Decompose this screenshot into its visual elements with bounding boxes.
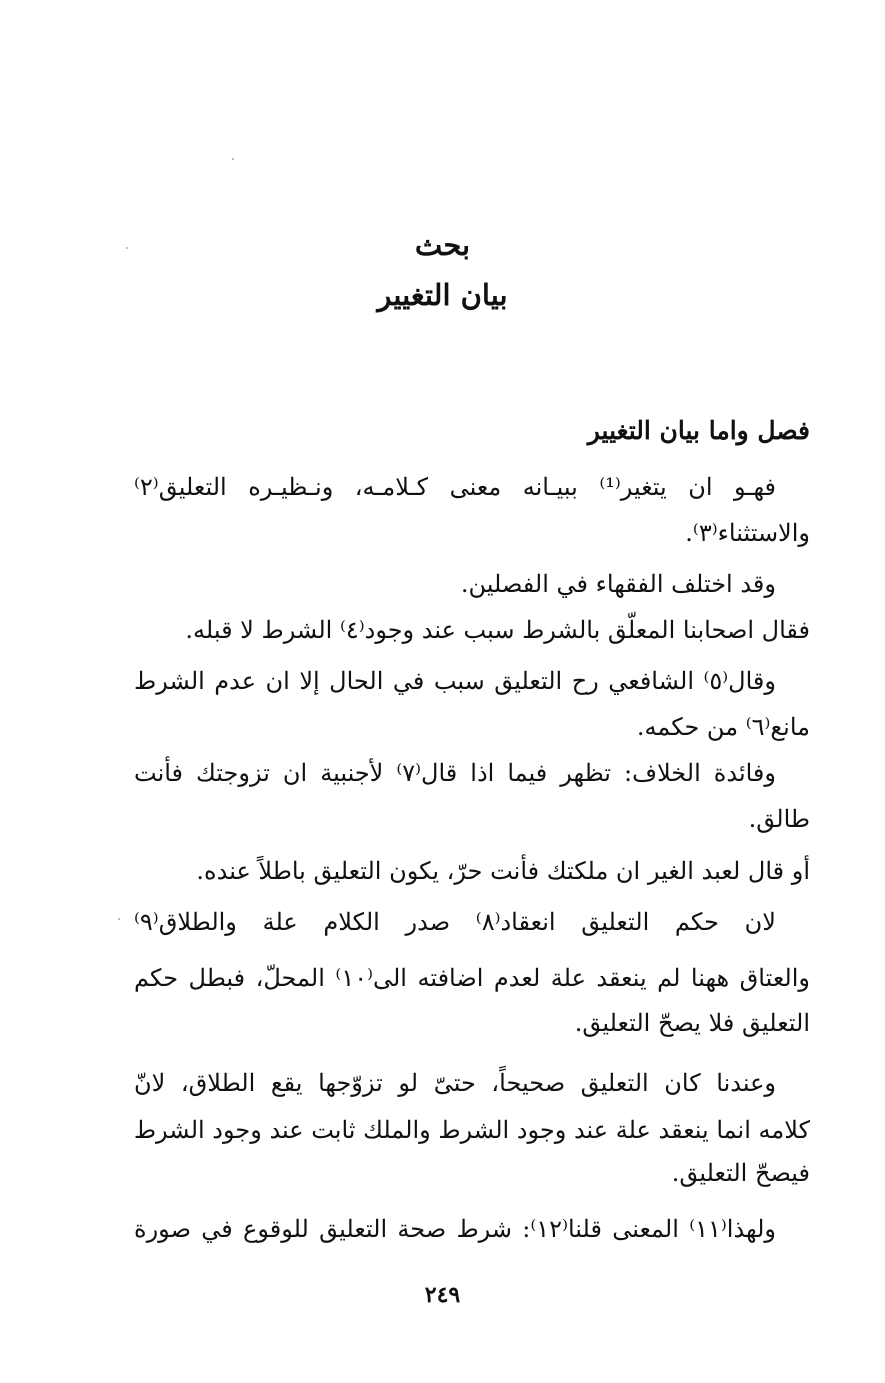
scan-speck <box>232 158 234 160</box>
text-line: وقد اختلف الفقهاء في الفصلين. <box>460 570 776 598</box>
scan-speck <box>118 918 120 920</box>
text-line: كلامه انما ينعقد علة عند وجود الشرط والملك ثابت عند وجود الشرط <box>133 1116 810 1144</box>
text-line: طالق. <box>748 805 810 833</box>
text-line: والاستثناء⁽٣⁾. <box>685 519 810 547</box>
text-line: وفائدة الخلاف: تظهر فيما اذا قال⁽٧⁾ لأجنبية ان تزوجتك فأنت <box>134 759 776 787</box>
text-line: ولهذا⁽١١⁾ المعنى قلنا⁽١٢⁾: شرط صحة التعليق للوقوع في صورة <box>134 1215 776 1243</box>
text-line: فيصحّ التعليق. <box>671 1159 810 1187</box>
text-line: وقال⁽٥⁾ الشافعي رح التعليق سبب في الحال إلا ان عدم الشرط <box>134 667 776 695</box>
chapter-title: بيان التغيير <box>377 278 508 312</box>
text-line: أو قال لعبد الغير ان ملكتك فأنت حرّ، يكون التعليق باطلاً عنده. <box>196 857 810 885</box>
text-line: وعندنا كان التعليق صحيحاً، حتىّ لو تزوّجها يقع الطلاق، لانّ <box>134 1069 776 1097</box>
section-heading: فصل واما بيان التغيير <box>587 416 810 445</box>
chapter-label: بحث <box>414 228 471 262</box>
text-line: فقال اصحابنا المعلّق بالشرط سبب عند وجود⁽٤⁾ الشرط لا قبله. <box>185 616 810 644</box>
text-line: فهـو ان يتغير⁽¹⁾ ببيـانه معنى كـلامـه، ونـظيـره التعليق⁽٢⁾ <box>134 473 776 501</box>
text-line: لان حكم التعليق انعقاد⁽٨⁾ صدر الكلام علة والطلاق⁽٩⁾ <box>134 908 776 936</box>
page-number: ٢٤٩ <box>424 1282 461 1308</box>
text-line: مانع⁽٦⁾ من حكمه. <box>636 713 810 741</box>
text-line: التعليق فلا يصحّ التعليق. <box>574 1009 810 1037</box>
text-line: والعتاق ههنا لم ينعقد علة لعدم اضافته الى⁽١٠⁾ المحلّ، فبطل حكم <box>134 964 810 992</box>
